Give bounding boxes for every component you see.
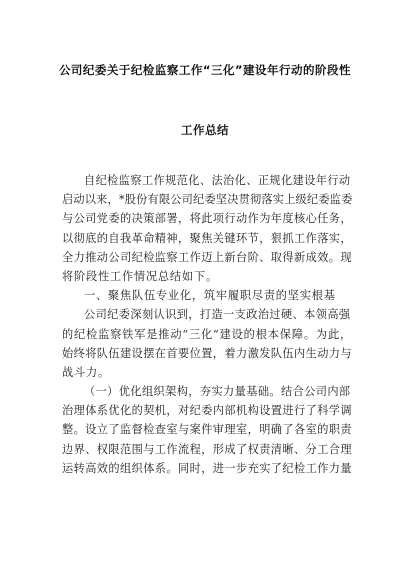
paragraph-line: 始终将队伍建设摆在首要位置，着力激发队伍内生动力与 xyxy=(62,346,352,360)
paragraph-line: 运转高效的组织体系。同时，进一步充实了纪检工作力量 xyxy=(62,461,352,475)
paragraph-line: 治理体系优化的契机，对纪委内部机构设置进行了科学调 xyxy=(62,404,352,418)
paragraph-line: 自纪检监察工作规范化、法治化、正规化建设年行动 xyxy=(84,174,351,187)
paragraph-line: 战斗力。 xyxy=(62,365,110,379)
paragraph-line: 边界、权限范围与工作流程，形成了权责清晰、分工合理 xyxy=(62,442,352,456)
paragraph-line: 以彻底的自我革命精神，聚焦关键环节，狠抓工作落实， xyxy=(62,231,352,245)
document-body xyxy=(62,171,352,478)
paragraph-line: （一）优化组织架构，夯实力量基础。结合公司内部 xyxy=(84,385,351,399)
paragraph-line: 将阶段性工作情况总结如下。 xyxy=(62,269,218,283)
section-heading: 一、聚焦队伍专业化，筑牢履职尽责的坚实根基 xyxy=(84,289,336,303)
paragraph-line: 启动以来，*股份有限公司纪委坚决贯彻落实上级纪委监委 xyxy=(62,193,352,207)
paragraph-line: 公司纪委深刻认识到，打造一支政治过硬、本领高强 xyxy=(84,308,351,322)
paragraph-line: 整。设立了监督检查室与案件审理室，明确了各室的职责 xyxy=(62,423,352,437)
paragraph-line: 与公司党委的决策部署，将此项行动作为年度核心任务， xyxy=(62,212,352,226)
paragraph-line: 全力推动公司纪检监察工作迈上新台阶、取得新成效。现 xyxy=(62,250,352,264)
document-title-line-1: 公司纪委关于纪检监察工作“三化”建设年行动的阶段性 xyxy=(58,63,352,77)
document-title-line-2: 工作总结 xyxy=(181,123,229,137)
paragraph-line: 的纪检监察铁军是推动“三化”建设的根本保障。为此， xyxy=(62,327,352,341)
